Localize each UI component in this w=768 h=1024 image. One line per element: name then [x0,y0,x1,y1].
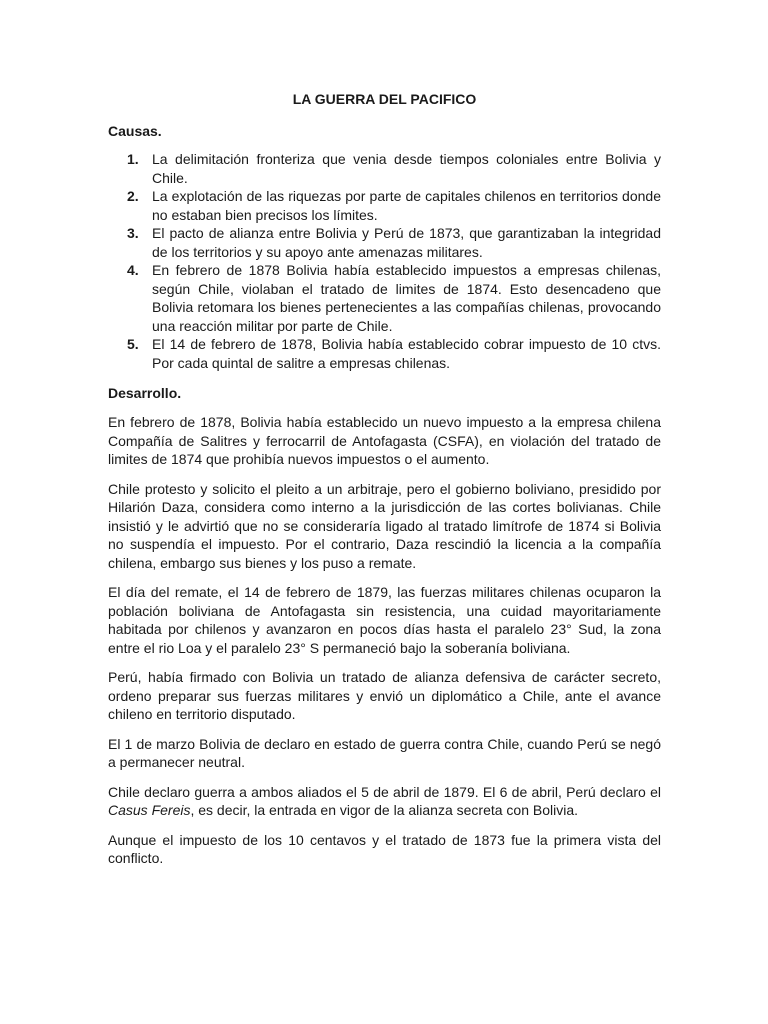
causes-list [108,150,661,372]
cause-text: En febrero de 1878 Bolivia había establecido impuestos a empresas chilenas, según Chile, violaban el tratado de limites de 1874. Esto desencadeno que Bolivia retomara los bienes pertenecientes a las compañías chilenas, provocando una reacción militar por parte de Chile. [152,262,661,334]
cause-number: 2. [127,188,139,204]
cause-text: El pacto de alianza entre Bolivia y Perú de 1873, que garantizaban la integridad de los territorios y su apoyo ante amenazas militares. [152,225,661,260]
cause-text: El 14 de febrero de 1878, Bolivia había establecido cobrar impuesto de 10 ctvs. Por cada quintal de salitre a empresas chilenas. [152,336,661,371]
document-title: LA GUERRA DEL PACIFICO [292,91,477,107]
paragraph-6 [108,783,661,820]
paragraph-7: Aunque el impuesto de los 10 centavos y el tratado de 1873 fue la primera vista del conflicto. [108,831,661,866]
cause-item [108,150,661,187]
paragraph-1: En febrero de 1878, Bolivia había establecido un nuevo impuesto a la empresa chilena Compañía de Salitres y ferrocarril de Antofagasta (CSFA), en violación del tratado de limites de 1874 que prohibía nuevos impuestos o el aumento. [108,414,661,467]
cause-text: La explotación de las riquezas por parte de capitales chilenos en territorios donde no estaban bien precisos los límites. [152,188,661,223]
cause-item [108,261,661,335]
paragraph-2: Chile protesto y solicito el pleito a un arbitraje, pero el gobierno boliviano, presidido por Hilarión Daza, considera como interno a la jurisdicción de las cortes bolivianas. Chile insistió y le advirtió que no se consideraría ligado al tratado limítrofe de 1874 si Bolivia no suspendía el impuesto. Por el contrario, Daza rescindió la licencia a la compañía chilena, embargo sus bienes y los puso a remate. [108,480,661,571]
cause-number: 4. [127,262,139,278]
cause-number: 1. [127,151,139,167]
casus-fereis-italic: Casus Fereis [108,802,191,818]
paragraph-5: El 1 de marzo Bolivia de declaro en estado de guerra contra Chile, cuando Perú se negó a permanecer neutral. [108,735,661,770]
paragraph-4: Perú, había firmado con Bolivia un tratado de alianza defensiva de carácter secreto, ordeno preparar sus fuerzas militares y envió un diplomático a Chile, ante el avance chileno en territorio disputado. [108,669,661,722]
cause-text: La delimitación fronteriza que venia desde tiempos coloniales entre Bolivia y Chile. [152,151,661,186]
cause-number: 5. [127,336,139,352]
paragraph-6-text-end: , es decir, la entrada en vigor de la alianza secreta con Bolivia. [190,802,579,818]
causes-heading: Causas. [108,123,162,139]
cause-item [108,224,661,261]
cause-item [108,187,661,224]
paragraph-3: El día del remate, el 14 de febrero de 1879, las fuerzas militares chilenas ocuparon la población boliviana de Antofagasta sin resistencia, una cuidad mayoritariamente habitada por chilenos y avanzaron en pocos días hasta el paralelo 23° Sud, la zona entre el rio Loa y el paralelo 23° S permaneció bajo la soberanía boliviana. [108,584,661,656]
cause-item [108,335,661,372]
development-heading: Desarrollo. [108,385,182,401]
cause-number: 3. [127,225,139,241]
paragraph-6-text-start: Chile declaro guerra a ambos aliados el 5 de abril de 1879. El 6 de abril, Perú declaro el [108,783,661,800]
document-page [108,90,661,879]
